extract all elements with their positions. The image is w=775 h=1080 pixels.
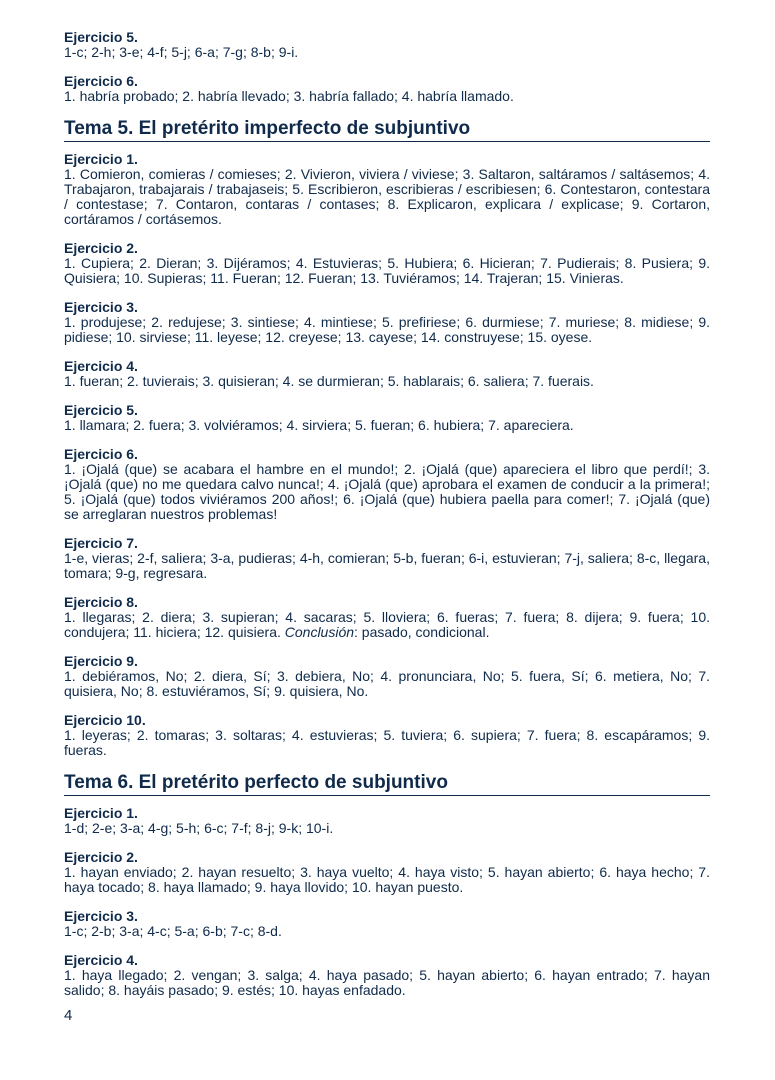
exercise-block [64, 447, 710, 522]
exercise-answers: 1. hayan enviado; 2. hayan resuelto; 3. haya vuelto; 4. haya visto; 5. hayan abierto; 6. haya hecho; 7. haya tocado; 8. haya llamado; 9. haya llovido; 10. hayan puesto. [64, 864, 710, 895]
exercise-block [64, 909, 710, 939]
exercise-answers: 1. llamara; 2. fuera; 3. volviéramos; 4. sirviera; 5. fueran; 6. hubiera; 7. apareciera. [64, 417, 574, 433]
exercise-block [64, 536, 710, 581]
exercise-block [64, 359, 710, 389]
exercise-title: Ejercicio 5. [64, 29, 138, 45]
exercise-block [64, 713, 710, 758]
conclusion-label: Conclusión [284, 624, 355, 640]
answer-key-page [64, 30, 710, 1012]
conclusion-text: : pasado, condicional. [354, 624, 490, 640]
exercise-title: Ejercicio 9. [64, 653, 138, 669]
exercise-answers: 1. leyeras; 2. tomaras; 3. soltaras; 4. estuvieras; 5. tuviera; 6. supiera; 7. fuera; 8. escapáramos; 9. fueras. [64, 727, 710, 758]
exercise-answers: 1-c; 2-b; 3-a; 4-c; 5-a; 6-b; 7-c; 8-d. [64, 923, 282, 939]
exercise-answers [64, 610, 710, 640]
exercise-block [64, 300, 710, 345]
exercise-block [64, 850, 710, 895]
exercise-title: Ejercicio 8. [64, 594, 138, 610]
exercise-block [64, 806, 710, 836]
exercise-answers-main: 1. llegaras; 2. diera; 3. supieran; 4. sacaras; 5. lloviera; 6. fueras; 7. fuera; 8. dijera; 9. fuera; 10. condujera; 11. hiciera; 12. quisiera. [64, 609, 710, 640]
exercise-title: Ejercicio 3. [64, 299, 138, 315]
exercise-block [64, 241, 710, 286]
exercise-answers: 1. ¡Ojalá (que) se acabara el hambre en el mundo!; 2. ¡Ojalá (que) apareciera el libro que perdí!; 3. ¡Ojalá (que) no me quedara calvo nunca!; 4. ¡Ojalá (que) aprobara el examen de conducir a la primera!; 5. ¡Ojalá (que) todos viviéramos 200 años!; 6. ¡Ojalá (que) hubiera paella para comer!; 7. ¡Ojalá (que) se arreglaran nuestros problemas! [64, 461, 710, 522]
page-number: 4 [64, 1007, 73, 1024]
exercise-title: Ejercicio 10. [64, 712, 146, 728]
exercise-title: Ejercicio 3. [64, 908, 138, 924]
exercise-title: Ejercicio 4. [64, 358, 138, 374]
exercise-block [64, 595, 710, 640]
exercise-title: Ejercicio 6. [64, 73, 138, 89]
exercise-answers: 1-c; 2-h; 3-e; 4-f; 5-j; 6-a; 7-g; 8-b; 9-i. [64, 44, 299, 60]
exercise-block [64, 953, 710, 998]
exercise-block [64, 403, 710, 433]
exercise-title: Ejercicio 6. [64, 446, 138, 462]
exercise-title: Ejercicio 2. [64, 849, 138, 865]
exercise-title: Ejercicio 2. [64, 240, 138, 256]
exercise-answers: 1. debiéramos, No; 2. diera, Sí; 3. debiera, No; 4. pronunciara, No; 5. fuera, Sí; 6. metiera, No; 7. quisiera, No; 8. estuviéramos, Sí; 9. quisiera, No. [64, 668, 710, 699]
exercise-title: Ejercicio 4. [64, 952, 138, 968]
exercise-answers: 1. Cupiera; 2. Dieran; 3. Dijéramos; 4. Estuvieras; 5. Hubiera; 6. Hicieran; 7. Pudierais; 8. Pusiera; 9. Quisiera; 10. Supieras; 11. Fueran; 12. Fueran; 13. Tuviéramos; 14. Trajeran; 15. Vinieras. [64, 255, 710, 286]
exercise-block [64, 30, 710, 60]
exercise-title: Ejercicio 7. [64, 535, 138, 551]
exercise-answers: 1. habría probado; 2. habría llevado; 3. habría fallado; 4. habría llamado. [64, 88, 514, 104]
exercise-answers: 1. fueran; 2. tuvierais; 3. quisieran; 4. se durmieran; 5. hablarais; 6. saliera; 7. fuerais. [64, 373, 594, 389]
exercise-answers: 1. Comieron, comieras / comieses; 2. Vivieron, viviera / viviese; 3. Saltaron, saltáramos / saltásemos; 4. Trabajaron, trabajarais / trabajaseis; 5. Escribieron, escribieras / escribiesen; 6. Contestaron, contestara / contestase; 7. Contaron, contaras / contases; 8. Explicaron, explicara / explicase; 9. Cortaron, cortáramos / cortásemos. [64, 166, 710, 227]
exercise-answers: 1-d; 2-e; 3-a; 4-g; 5-h; 6-c; 7-f; 8-j; 9-k; 10-i. [64, 820, 334, 836]
exercise-block [64, 654, 710, 699]
exercise-title: Ejercicio 5. [64, 402, 138, 418]
section-heading-tema-5: Tema 5. El pretérito imperfecto de subjuntivo [64, 118, 710, 142]
exercise-answers: 1. produjese; 2. redujese; 3. sintiese; 4. mintiese; 5. prefiriese; 6. durmiese; 7. muriese; 8. midiese; 9. pidiese; 10. sirviese; 11. leyese; 12. creyese; 13. cayese; 14. construyese; 15. oyese. [64, 314, 710, 345]
exercise-answers: 1. haya llegado; 2. vengan; 3. salga; 4. haya pasado; 5. hayan abierto; 6. hayan entrado; 7. hayan salido; 8. hayáis pasado; 9. estés; 10. hayas enfadado. [64, 967, 710, 998]
exercise-answers: 1-e, vieras; 2-f, saliera; 3-a, pudieras; 4-h, comieran; 5-b, fueran; 6-i, estuvieran; 7-j, saliera; 8-c, llegara, tomara; 9-g, regresara. [64, 550, 710, 581]
exercise-block [64, 74, 710, 104]
exercise-title: Ejercicio 1. [64, 151, 138, 167]
exercise-block [64, 152, 710, 227]
section-heading-tema-6: Tema 6. El pretérito perfecto de subjuntivo [64, 772, 710, 796]
exercise-title: Ejercicio 1. [64, 805, 138, 821]
